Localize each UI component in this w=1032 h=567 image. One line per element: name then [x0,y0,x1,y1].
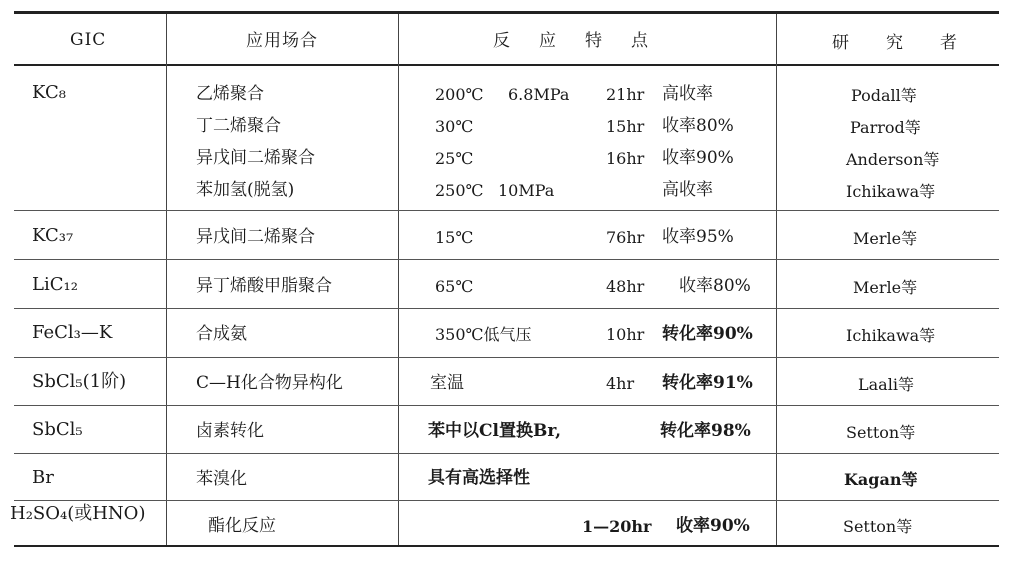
temp-cell: 苯中以Cl置换Br, [428,421,561,441]
researcher-cell: Laali等 [858,375,914,394]
pressure-cell: 6.8MPa [508,85,570,104]
top-rule [14,11,999,14]
yield-cell: 收率80% [662,116,734,136]
researcher-cell: Kagan等 [844,470,918,489]
researcher-cell: Anderson等 [846,150,940,169]
time-cell: 10hr [606,325,645,344]
header-characteristics: 反 应 特 点 [493,31,654,51]
researcher-cell: Setton等 [843,517,913,536]
researcher-cell: Setton等 [846,423,916,442]
temp-cell: 15℃ [435,228,474,247]
yield-cell: 转化率91% [662,373,753,393]
time-cell: 1—20hr [582,517,652,536]
yield-cell: 收率80% [679,276,751,296]
gic-cell: FeCl₃—K [32,322,113,343]
application-cell: 乙烯聚合 [196,84,264,104]
yield-cell: 收率90% [662,148,734,168]
researcher-cell: Merle等 [853,278,918,297]
application-cell: C—H化合物异构化 [196,373,343,393]
time-cell: 15hr [606,117,645,136]
yield-cell: 收率90% [676,516,750,536]
application-cell: 苯加氢(脱氢) [196,180,295,200]
row-divider [14,308,999,309]
application-cell: 酯化反应 [208,516,276,536]
header-gic: GIC [70,30,107,50]
researcher-cell: Podall等 [851,86,917,105]
header-rule [14,64,999,66]
temp-cell: 250℃ [435,181,484,200]
application-cell: 苯溴化 [196,469,247,489]
row-divider [14,357,999,358]
row-divider [14,500,999,501]
time-cell: 21hr [606,85,645,104]
row-divider [14,210,999,211]
application-cell: 异戊间二烯聚合 [196,227,315,247]
researcher-cell: Merle等 [853,229,918,248]
row-divider [14,259,999,260]
header-researcher: 研 究 者 [832,33,958,53]
application-cell: 异戊间二烯聚合 [196,148,315,168]
application-cell: 合成氨 [196,324,247,344]
researcher-cell: Parrod等 [850,118,921,137]
yield-cell: 收率95% [662,227,734,247]
time-cell: 76hr [606,228,645,247]
gic-cell: SbCl₅ [32,419,83,440]
application-cell: 卤素转化 [196,421,264,441]
row-divider [14,453,999,454]
row-divider [14,405,999,406]
yield-cell: 高收率 [662,180,713,200]
gic-cell: H₂SO₄(或HNO) [10,503,146,524]
temp-cell: 65℃ [435,277,474,296]
column-divider [166,14,167,545]
time-cell: 48hr [606,277,645,296]
gic-cell: SbCl₅(1阶) [32,371,127,392]
yield-cell: 高收率 [662,84,713,104]
time-cell: 16hr [606,149,645,168]
column-divider [398,14,399,545]
temp-cell: 350℃低气压 [435,325,532,344]
gic-cell: LiC₁₂ [32,274,78,295]
gic-cell: KC₈ [32,82,66,103]
temp-cell: 具有高选择性 [428,468,530,488]
temp-cell: 25℃ [435,149,474,168]
researcher-cell: Ichikawa等 [846,326,936,345]
researcher-cell: Ichikawa等 [846,182,936,201]
temp-cell: 30℃ [435,117,474,136]
temp-cell: 室温 [430,373,464,393]
temp-cell: 200℃ [435,85,484,104]
yield-cell: 转化率98% [660,421,751,441]
application-cell: 丁二烯聚合 [196,116,281,136]
application-cell: 异丁烯酸甲脂聚合 [196,276,332,296]
time-cell: 4hr [606,374,635,393]
header-application: 应用场合 [246,31,318,51]
bottom-rule [14,545,999,547]
column-divider [776,14,777,545]
pressure-cell: 10MPa [498,181,555,200]
gic-cell: Br [32,467,54,488]
yield-cell: 转化率90% [662,324,753,344]
gic-cell: KC₃₇ [32,225,74,246]
